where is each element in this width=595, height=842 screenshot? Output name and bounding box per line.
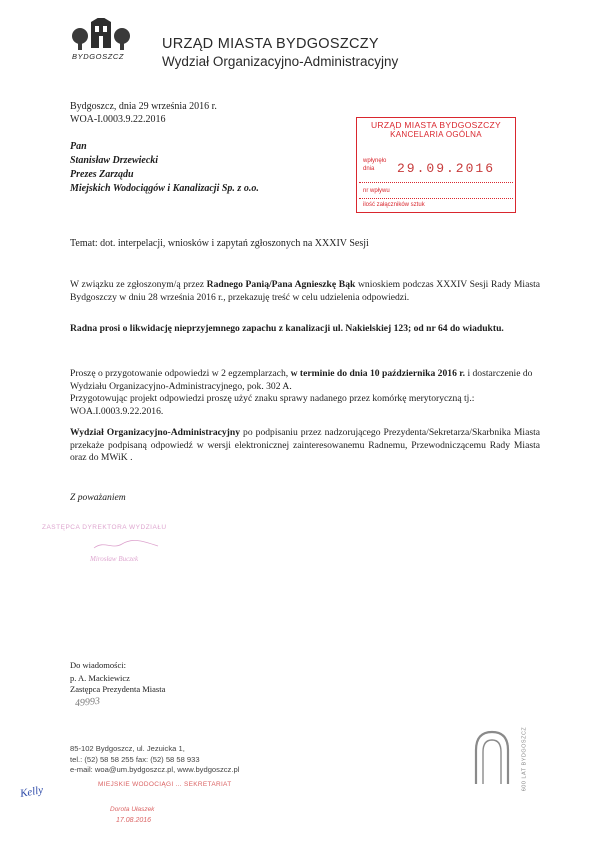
city-logo [70,18,132,64]
handwritten-number: 49993 [74,695,101,710]
paragraph-intro-end: wnioskiem podczas XXXIV Sesji Rady Miasta Bydgoszczy w dniu 28 września 2016 r., przekazuję treść w celu udzielenia odpowiedzi. [70,279,540,303]
received-stamp-title: MIEJSKIE WODOCIĄGI ... SEKRETARIAT [98,781,232,788]
stamp-day-label: dnia [363,166,375,172]
footer-address: 85-102 Bydgoszcz, ul. Jezuicka 1, [70,744,185,753]
org-name: URZĄD MIASTA BYDGOSZCZY [162,36,379,52]
closing: Z poważaniem [70,492,126,503]
paragraph-deadline-start: Proszę o przygotowanie odpowiedzi w 2 egzemplarzach, [70,368,291,379]
request-text: Radna prosi o likwidację nieprzyjemnego zapachu z kanalizacji ul. Nakielskiej 123; od nr 64 do wiaduktu. [70,323,504,334]
signature-stamp-title: ZASTĘPCA DYREKTORA WYDZIAŁU [42,524,167,531]
stamp-attachments-label: ilość załączników sztuk [363,202,425,208]
received-stamp-signer: Dorota Ułaszek [110,806,155,813]
stamp-divider [359,198,513,199]
stamp-received-label: wpłynęło [363,158,387,164]
received-stamp-date: 17.08.2016 [116,817,152,824]
department-bold: Wydział Organizacyjno-Administracyjny [70,427,241,438]
brand-vertical-text [512,726,528,792]
addressee-position: Prezes Zarządu [70,169,134,180]
addressee-salutation: Pan [70,141,87,152]
cc-person: p. A. Mackiewicz [70,673,130,683]
cc-position: Zastępca Prezydenta Miasta [70,684,166,694]
deadline-date: w terminie do dnia 10 października 2016 r. [290,368,466,379]
reference-number: WOA-I.0003.9.22.2016 [70,114,166,125]
stamp-number-label: nr wpływu [363,188,390,194]
registry-stamp [356,117,516,213]
signature-scribble-icon [92,538,162,552]
brand-sub: 600 LAT [521,767,528,792]
stamp-divider [359,182,513,183]
signature-stamp-name: Mirosław Buczek [90,555,139,563]
addressee-name: Stanisław Drzewiecki [70,155,159,166]
footer-email-web: e-mail: woa@um.bydgoszcz.pl, www.bydgoszcz.pl [70,765,240,774]
footer-address-block [70,744,239,776]
logo-text: BYDGOSZCZ [72,52,125,61]
paragraph-department [70,427,540,465]
paragraph-deadline [70,368,542,393]
stamp-subtitle: KANCELARIA OGÓLNA [390,130,482,139]
stamp-date: 29.09.2016 [397,161,496,176]
handwritten-mark: Kelly [19,784,45,800]
subject-line: Temat: dot. interpelacji, wniosków i zapytań zgłoszonych na XXXIV Sesji [70,238,369,249]
department-name: Wydział Organizacyjno-Administracyjny [162,54,399,69]
paragraph-department-end: po podpisaniu przez nadzorującego Prezydenta/Sekretarza/Skarbnika Miasta przekaże podpisaną odpowiedź w wersji elektronicznej zainteresowanemu Radnemu, Przewodniczącemu Rady Miasta oraz do MWiK . [70,427,540,463]
paragraph-deadline-end: i dostarczenie do Wydziału Organizacyjno-Administracyjnego, pok. 302 A. [70,368,533,392]
brand-name: BYDGOSZCZ [521,726,528,766]
councillor-name: Radnego Panią/Pana Agnieszkę Bąk [206,279,356,290]
paragraph-intro [70,279,540,304]
cc-label: Do wiadomości: [70,660,126,670]
footer-phone: tel.: (52) 58 58 255 fax: (52) 58 58 933 [70,754,200,764]
addressee-company: Miejskich Wodociągów i Kanalizacji Sp. z o.o. [70,183,259,194]
stamp-title: URZĄD MIASTA BYDGOSZCZY [370,120,501,130]
place-date: Bydgoszcz, dnia 29 września 2016 r. [70,101,217,112]
paragraph-intro-start: W związku ze zgłoszonym/ą przez [70,279,207,290]
paragraph-reference: Przygotowując projekt odpowiedzi proszę użyć znaku sprawy nadanego przez komórkę merytoryczną tj.: WOA.I.0003.9.22.2016. [70,393,475,417]
